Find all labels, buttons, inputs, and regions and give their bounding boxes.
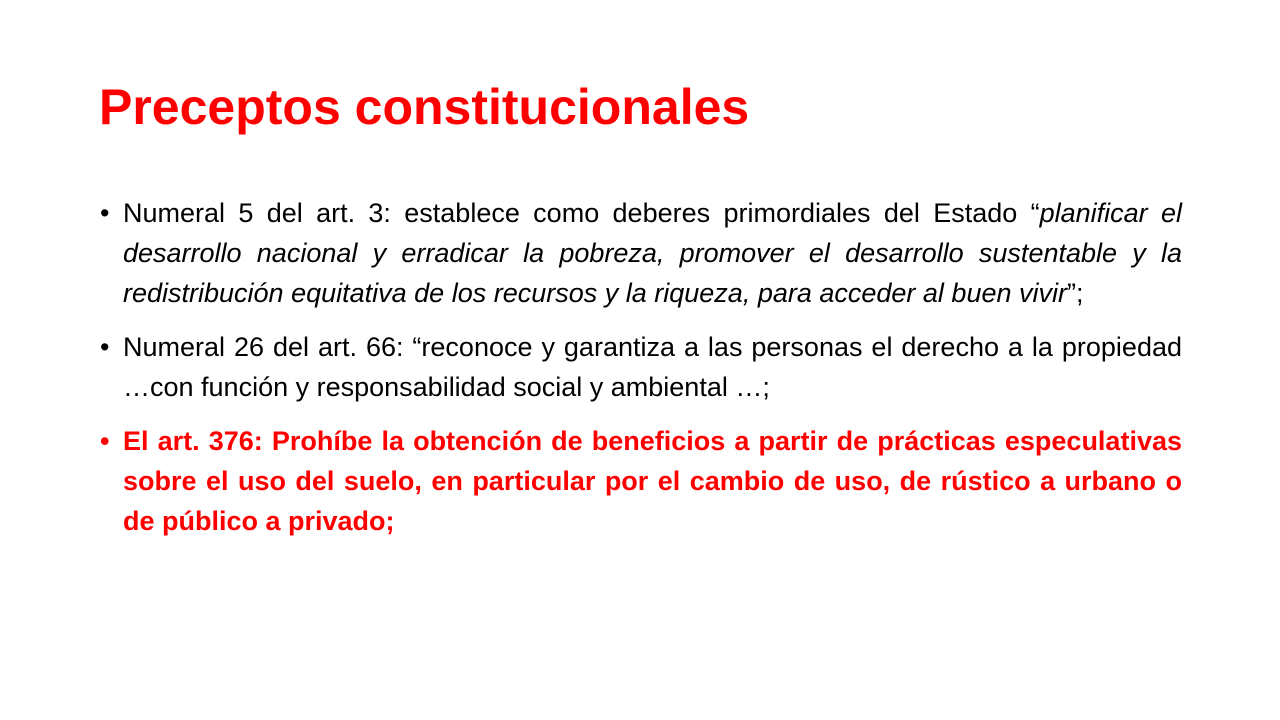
bullet-item-art-376 (100, 421, 1182, 541)
bullet-text (123, 193, 1182, 313)
bullet-dot-icon: • (100, 198, 110, 228)
bullet-text: El art. 376: Prohíbe la obtención de beneficios a partir de prácticas especulativas sobre el uso del suelo, en particular por el cambio de uso, de rústico a urbano o de público a privado; (123, 426, 1182, 536)
bullet-item-art-3 (100, 193, 1182, 313)
bullet-quote-text: planificar el desarrollo nacional y erradicar la pobreza, promover el desarrollo sustentable y la redistribución equitativa de los recursos y la riqueza, para acceder al buen vivir (123, 198, 1182, 308)
bullet-dot-icon: • (100, 426, 110, 456)
bullet-lead-text: Numeral 5 del art. 3: establece como deberes primordiales del Estado “ (123, 198, 1040, 228)
slide-title: Preceptos constitucionales (99, 79, 750, 135)
bullet-dot-icon: • (100, 332, 110, 362)
bullet-list (100, 193, 1182, 555)
bullet-tail-text: ”; (1067, 278, 1084, 308)
bullet-text: Numeral 26 del art. 66: “reconoce y garantiza a las personas el derecho a la propiedad …con función y responsabilidad social y ambiental …; (123, 332, 1182, 402)
bullet-item-art-66 (100, 327, 1182, 407)
